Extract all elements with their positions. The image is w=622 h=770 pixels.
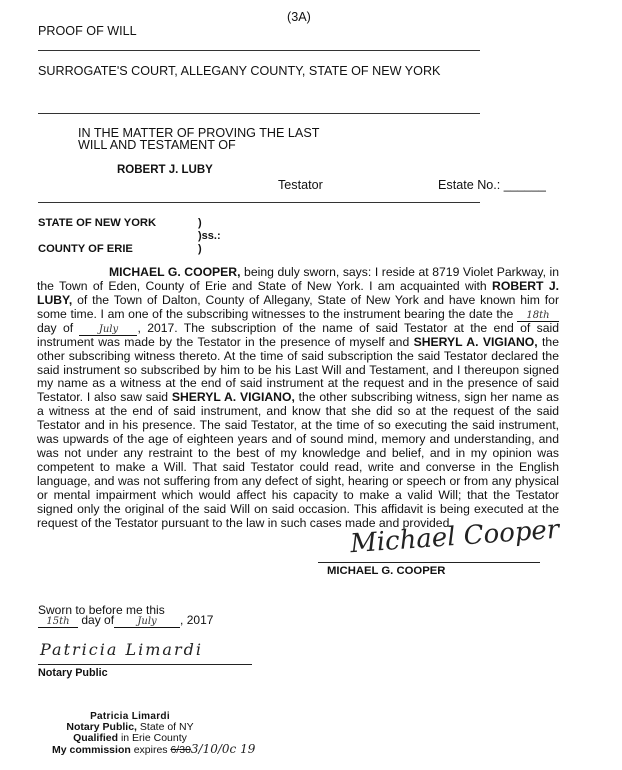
venue-ss: )ss.: xyxy=(198,230,221,242)
notary-signature-line xyxy=(38,664,252,665)
affidavit-text: , 2017. The subscription of the name of said Testator at the end of said instrument was made by the Testator in the presence of myself and xyxy=(37,320,560,349)
venue-paren: ) xyxy=(198,243,202,255)
stamp-expires: expires xyxy=(130,744,171,756)
notary-signature: Patricia Limardi xyxy=(40,640,203,659)
affidavit-text: of the Town of Dalton, County of Allegany, State of New York and have known him for some time. I am one of the subscribing witnesses to the instrument bearing the date the xyxy=(37,292,559,321)
affidavit-text: the other subscribing witness thereto. At the time of said subscription the said Testator declared the said instrument so subscribed by him to be his Last Will and Testament, and I thereupon signed my name as a witness at the end of said instrument at the request and in the presence of said Testator. I also saw said xyxy=(37,334,559,405)
stamp-struck-date: 6/30 xyxy=(170,744,191,756)
signature-line xyxy=(318,562,540,563)
venue-county: COUNTY OF ERIE xyxy=(38,243,133,255)
jurat-day-of: day of xyxy=(81,613,115,627)
court-title: SURROGATE'S COURT, ALLEGANY COUNTY, STATE OF NEW YORK xyxy=(38,64,441,78)
stamp-state: State of NY xyxy=(136,721,194,733)
matter-line-1: IN THE MATTER OF PROVING THE LAST xyxy=(78,126,320,140)
stamp-qualified: Qualified xyxy=(73,732,119,744)
testator-name: ROBERT J. LUBY xyxy=(117,164,213,176)
affiant-name: MICHAEL G. COOPER, xyxy=(109,265,241,279)
stamp-name: Patricia Limardi xyxy=(90,711,170,722)
jurat-day-field: 15th xyxy=(38,617,78,628)
jurat-year: , 2017 xyxy=(180,613,214,627)
notary-label: Notary Public xyxy=(38,667,108,679)
matter-line-2: WILL AND TESTAMENT OF xyxy=(78,138,236,152)
affidavit-text: the other subscribing witness, sign her name as a witness at the end of said instrument, and know that she did so at the request of the said Testator and in his presence. The said Testator, at the time of so executing the said instrument, was upwards of the age of eighteen years and of sound mind, memory and understanding, and was not under any restraint to the best of my knowledge and belief, and in my opinion was competent to make a Will. That said Testator could read, write and converse in the English language, and was not suffering from any defect of sight, hearing or speech or from any physical or mental impairment which would affect his capacity to make a valid Will; that the Testator signed only the original of the said Will on said occasion. This affidavit is being executed at the request of the Testator pursuant to the law in such cases made and provided. xyxy=(37,390,560,530)
affiant-printed-name: MICHAEL G. COOPER xyxy=(327,565,446,577)
venue-state: STATE OF NEW YORK xyxy=(38,217,157,229)
divider xyxy=(38,50,480,51)
witness-name: SHERYL A. VIGIANO, xyxy=(413,334,538,349)
estate-number-field: Estate No.: ______ xyxy=(438,178,546,192)
affidavit-text: being duly sworn, says: I reside at 8719 Violet Parkway, in the Town of Eden, County of Erie and State of New York. I am acquainted with xyxy=(37,265,560,293)
affidavit-body xyxy=(37,266,559,530)
affidavit-text: day of xyxy=(37,320,80,335)
jurat-date-line xyxy=(38,613,213,628)
testator-name-inline: ROBERT J. LUBY, xyxy=(37,278,559,307)
sworn-line: Sworn to before me this xyxy=(38,603,165,617)
stamp-title: Notary Public, xyxy=(66,721,137,733)
notary-stamp xyxy=(0,711,260,756)
stamp-commission: My commission xyxy=(52,744,131,756)
stamp-handwritten-date: 3/10/0c 19 xyxy=(190,742,256,756)
divider xyxy=(38,113,480,114)
witness-name: SHERYL A. VIGIANO, xyxy=(171,390,295,405)
jurat-month-field: July xyxy=(114,617,180,628)
divider xyxy=(38,202,480,203)
will-date-day-field: 18th xyxy=(517,311,559,322)
will-date-month-field: July xyxy=(79,325,137,336)
page-code: (3A) xyxy=(287,10,311,24)
stamp-county: in Erie County xyxy=(118,732,187,744)
affiant-signature: Michael Cooper xyxy=(349,514,561,560)
testator-label: Testator xyxy=(278,178,323,192)
form-title: PROOF OF WILL xyxy=(38,24,137,38)
venue-paren: ) xyxy=(198,217,202,229)
